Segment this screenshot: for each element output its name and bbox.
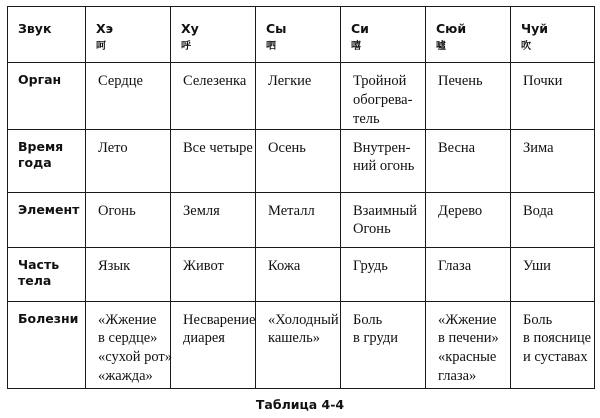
- cell-text: Уши: [523, 257, 551, 274]
- cell-text: Дерево: [438, 202, 483, 219]
- row-label: Часть тела: [8, 247, 86, 301]
- cell-text: Боль: [353, 311, 383, 328]
- sound-glyph: 嘻: [351, 40, 362, 52]
- table-cell: [256, 129, 341, 192]
- cell-text: Боль: [523, 311, 553, 328]
- cell-text: Селезенка: [183, 73, 247, 89]
- table-cell: [426, 129, 511, 192]
- cell-text: Внутрен-: [353, 139, 411, 156]
- cell-text: Почки: [523, 73, 563, 89]
- table-cell: [171, 129, 256, 192]
- sound-header: [426, 7, 511, 63]
- table-cell: [171, 192, 256, 247]
- cell-text: Глаза: [438, 257, 472, 274]
- cell-text: «сухой рот»: [98, 349, 172, 366]
- cell-text: в груди: [353, 330, 398, 347]
- table-cell: [341, 192, 426, 247]
- cell-text: Огонь: [353, 221, 391, 238]
- table-cell: [511, 63, 595, 130]
- cell-text: Лето: [98, 139, 128, 156]
- sound-name: Сюй: [436, 21, 467, 36]
- table-cell: [341, 301, 426, 388]
- cell-text: «Холодный: [268, 311, 339, 328]
- table-cell: [511, 129, 595, 192]
- table-cell: [171, 247, 256, 301]
- table-cell: [86, 129, 171, 192]
- cell-text: Живот: [183, 257, 224, 274]
- cell-text: в сердце»: [98, 330, 158, 347]
- table-cell: [426, 63, 511, 130]
- table-cell: [511, 192, 595, 247]
- table-caption: Таблица 4-4: [255, 397, 345, 412]
- cell-text: кашель»: [268, 330, 320, 347]
- cell-text: Все четыре: [183, 139, 253, 156]
- cell-text: в печени»: [438, 330, 499, 347]
- cell-text: и суставах: [523, 349, 588, 366]
- sound-header: [511, 7, 595, 63]
- table-cell: [426, 192, 511, 247]
- correspondence-table: [7, 6, 595, 389]
- row-label: Орган: [8, 63, 86, 130]
- cell-text: «жажда»: [98, 368, 153, 385]
- sound-glyph: 呬: [266, 40, 277, 52]
- table-cell: [256, 192, 341, 247]
- table-row: [8, 301, 595, 388]
- table-cell: [511, 247, 595, 301]
- cell-text: Вода: [523, 202, 554, 219]
- table-cell: [256, 247, 341, 301]
- cell-text: Несварение: [183, 311, 256, 328]
- table-cell: [86, 247, 171, 301]
- cell-text: Сердце: [98, 73, 143, 89]
- cell-text: Металл: [268, 202, 315, 219]
- row-label: Элемент: [8, 192, 86, 247]
- cell-text: Легкие: [268, 73, 312, 89]
- cell-text: в пояснице: [523, 330, 592, 347]
- table-cell: [511, 301, 595, 388]
- cell-text: Взаимный: [353, 202, 418, 219]
- table-cell: [341, 247, 426, 301]
- cell-text: «Жжение: [438, 311, 497, 328]
- cell-text: Огонь: [98, 202, 136, 219]
- sound-header: [341, 7, 426, 63]
- table-row: [8, 63, 595, 130]
- cell-text: «красные: [438, 349, 497, 366]
- sound-name: Сы: [266, 21, 287, 36]
- sound-name: Хэ: [96, 21, 114, 36]
- sound-header: [256, 7, 341, 63]
- sound-glyph: 呵: [96, 40, 107, 52]
- row-label: Болезни: [8, 301, 86, 388]
- table-cell: [171, 63, 256, 130]
- table-cell: [86, 192, 171, 247]
- cell-text: Кожа: [268, 257, 301, 274]
- table-cell: [86, 301, 171, 388]
- table-row: [8, 192, 595, 247]
- cell-text: Осень: [268, 139, 306, 156]
- sound-name: Си: [351, 21, 369, 36]
- table-cell: [256, 301, 341, 388]
- cell-text: Грудь: [353, 257, 388, 274]
- cell-text: ний огонь: [353, 158, 415, 175]
- cell-text: Земля: [183, 202, 220, 219]
- sound-header: [171, 7, 256, 63]
- cell-text: диарея: [183, 330, 225, 347]
- table-row: [8, 247, 595, 301]
- table-cell: [171, 301, 256, 388]
- cell-text: Печень: [438, 73, 483, 89]
- table-cell: [86, 63, 171, 130]
- sound-name: Чуй: [521, 21, 549, 36]
- table-row: [8, 129, 595, 192]
- sound-glyph: 吹: [521, 40, 532, 52]
- cell-text: глаза»: [438, 368, 477, 385]
- cell-text: тель: [353, 110, 380, 127]
- sound-name: Ху: [181, 21, 199, 36]
- table-cell: [426, 301, 511, 388]
- cell-text: Язык: [98, 257, 131, 274]
- cell-text: Весна: [438, 139, 476, 156]
- table-cell: [341, 63, 426, 130]
- sound-glyph: 噓: [436, 40, 447, 52]
- row-label: Время года: [8, 129, 86, 192]
- cell-text: обогрева-: [353, 91, 413, 108]
- table-cell: [426, 247, 511, 301]
- sound-header: [86, 7, 171, 63]
- table-cell: [341, 129, 426, 192]
- header-row: [8, 7, 595, 63]
- corner-header: Звук: [8, 7, 86, 63]
- table-cell: [256, 63, 341, 130]
- cell-text: Тройной: [353, 73, 407, 89]
- sound-glyph: 呼: [181, 40, 192, 52]
- cell-text: Зима: [523, 139, 554, 156]
- cell-text: «Жжение: [98, 311, 157, 328]
